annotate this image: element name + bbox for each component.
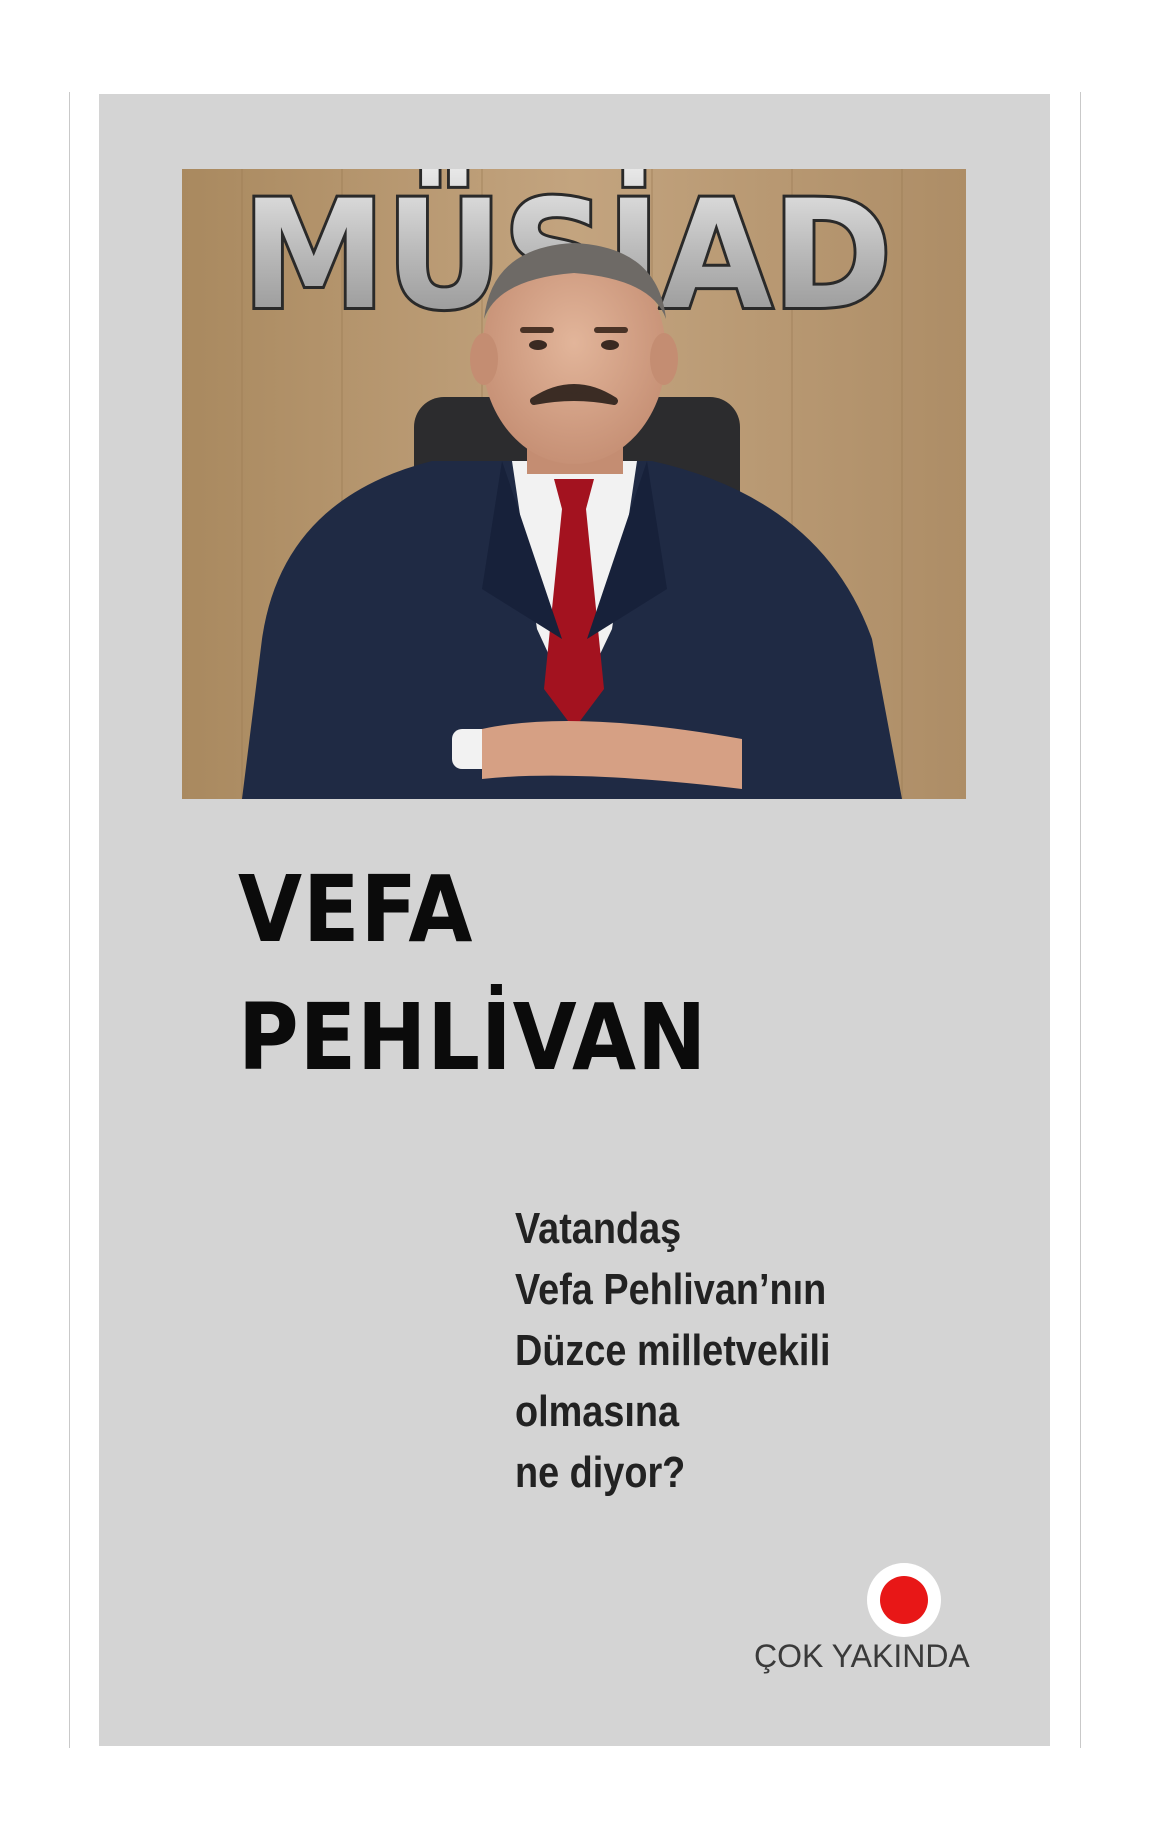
portrait-photo <box>182 169 966 799</box>
record-dot-core <box>880 1576 928 1624</box>
question-text <box>515 1198 830 1503</box>
question-line: Düzce milletvekili <box>515 1326 831 1375</box>
coming-soon-label: ÇOK YAKINDA <box>754 1638 970 1674</box>
question-line: Vatandaş <box>515 1204 682 1253</box>
page-edge-right <box>1080 92 1081 1748</box>
question-line: ne diyor? <box>515 1448 686 1497</box>
question-line: olmasına <box>515 1387 680 1436</box>
person-name <box>238 846 707 1102</box>
page-edge-left <box>69 92 70 1748</box>
question-line: Vefa Pehlivan’nın <box>515 1265 827 1314</box>
name-line-last: PEHLİVAN <box>238 984 708 1091</box>
record-dot-icon <box>867 1563 941 1637</box>
name-line-first: VEFA <box>238 856 474 963</box>
